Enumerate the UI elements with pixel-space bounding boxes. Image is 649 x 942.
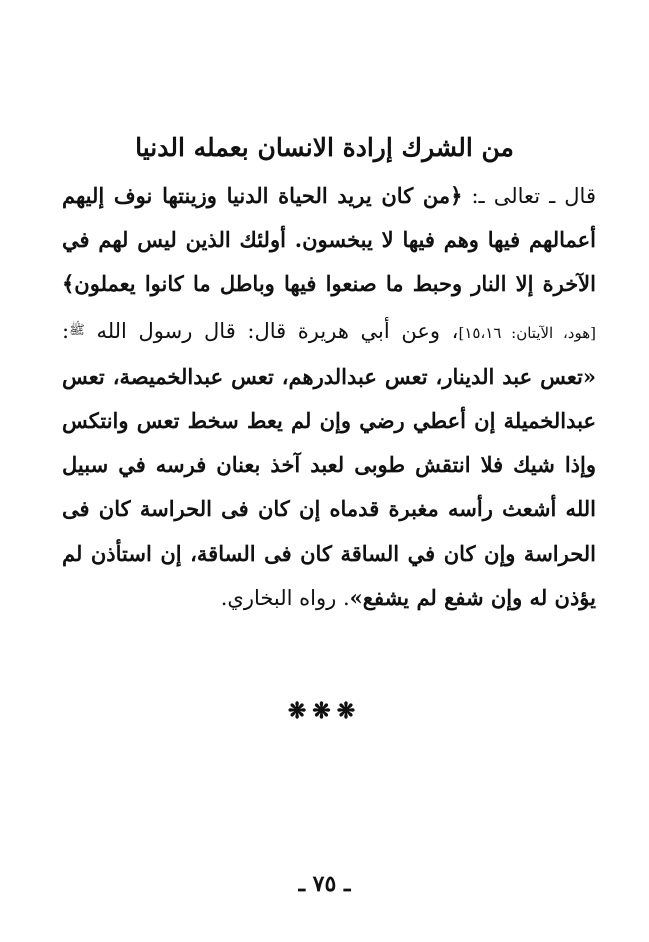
intro-text: قال ـ تعالى ـ: <box>462 184 596 208</box>
main-paragraph <box>62 174 596 620</box>
hadith-text: «تعس عبد الدينار، تعس عبدالدرهم، تعس عبدالخميصة، تعس عبدالخميلة إن أعطي رضي وإن لم يعط سخط تعس وانتكس وإذا شيك فلا انتقش طوبى لعبد آخذ بعنان فرسه في سبيل الله أشعث رأسه مغبرة قدماه إن كان فى الحراسة كان فى الحراسة وإن كان في الساقة كان فى الساقة، إن استأذن لم يؤذن له وإن شفع لم يشفع» <box>62 363 596 610</box>
quran-verse: ﴿من كان يريد الحياة الدنيا وزينتها نوف إليهم أعمالهم فيها وهم فيها لا يبخسون. أولئك الذين ليس لهم في الآخرة إلا النار وحبط ما صنعوا فيها وباطل ما كانوا يعملون﴾ <box>62 183 596 297</box>
attribution-text: . رواه البخاري. <box>220 585 350 610</box>
section-separator: ❋❋❋ <box>287 698 362 724</box>
narration-intro: ، وعن أبي هريرة قال: قال رسول الله <box>84 318 459 343</box>
quran-reference: [هود، الآيتان: ١٥،١٦] <box>458 323 596 342</box>
colon-text: : <box>62 318 70 343</box>
page-number: ـ ٧٥ ـ <box>298 871 351 897</box>
chapter-title: من الشرك إرادة الانسان بعمله الدنيا <box>135 133 514 162</box>
salla-honorific: ﷺ <box>69 322 85 338</box>
